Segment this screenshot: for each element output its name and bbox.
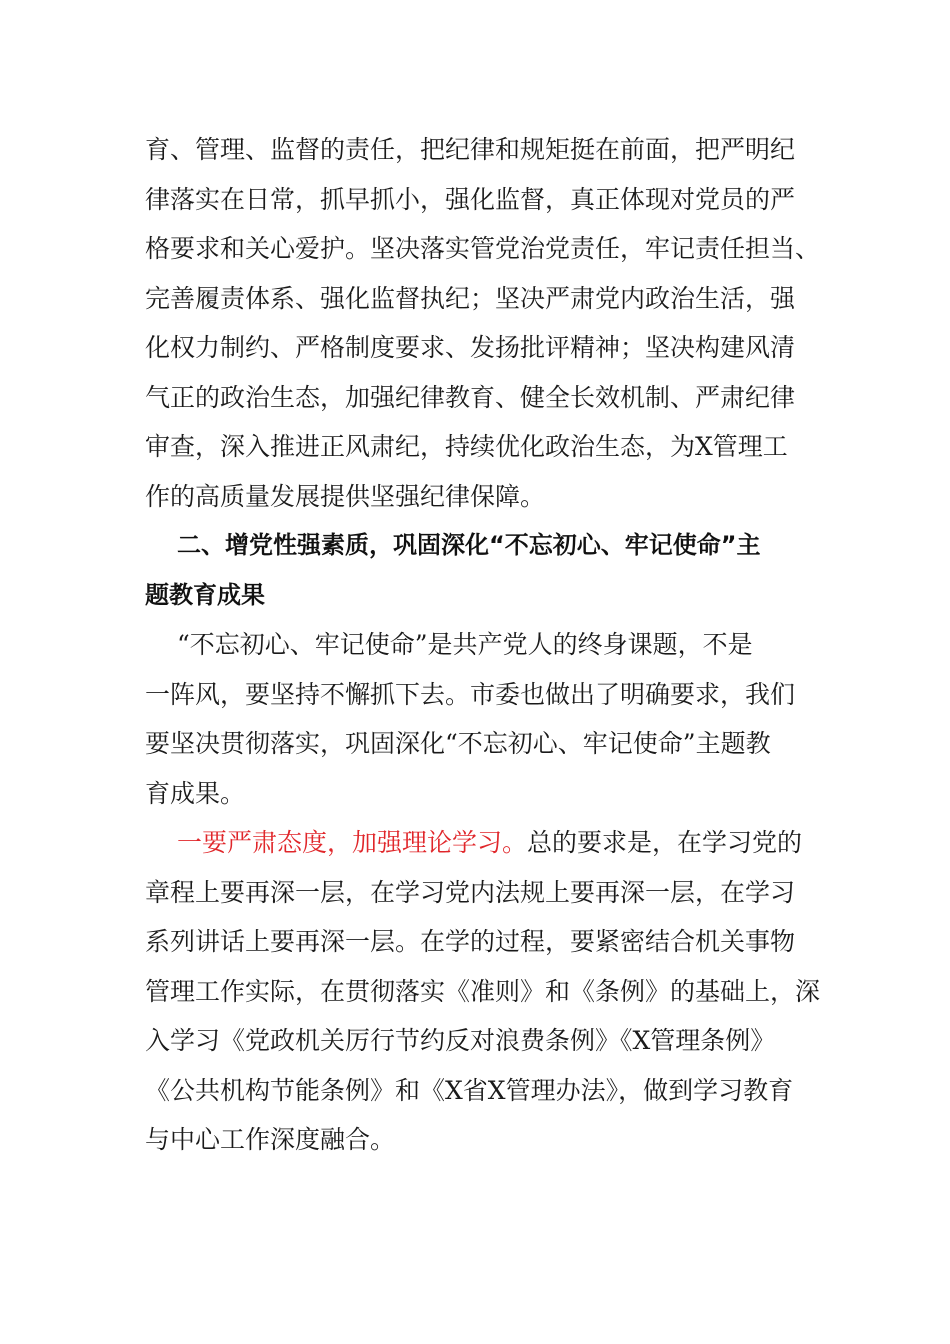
- text-line: 与中心工作深度融合。: [145, 1125, 396, 1154]
- heading-line: 题教育成果: [145, 580, 265, 609]
- document-body: [145, 125, 825, 1165]
- text-span: 总的要求是，在学习党的: [527, 828, 803, 857]
- text-line: 格要求和关心爱护。坚决落实管党治党责任，牢记责任担当、: [145, 234, 821, 263]
- text-line: 完善履责体系、强化监督执纪；坚决严肃党内政治生活，强: [145, 283, 796, 313]
- text-line: 管理工作实际，在贯彻落实《准则》和《条例》的基础上，深: [145, 976, 821, 1006]
- text-line: 《公共机构节能条例》和《X省X管理办法》，做到学习教育: [145, 1075, 794, 1105]
- section-heading: [145, 521, 825, 620]
- text-line: 作的高质量发展提供坚强纪律保障。: [145, 481, 546, 511]
- text-line: 律落实在日常，抓早抓小，强化监督，真正体现对党员的严: [145, 184, 796, 214]
- paragraph-1: [145, 125, 825, 521]
- text-line: 育、管理、监督的责任，把纪律和规矩挺在前面，把严明纪: [145, 135, 796, 164]
- text-line: 审查，深入推进正风肃纪，持续优化政治生态，为X管理工: [145, 432, 788, 461]
- text-line: 化权力制约、严格制度要求、发扬批评精神；坚决构建风清: [145, 333, 796, 362]
- text-line: [145, 818, 825, 868]
- heading-line: 二、增党性强素质，巩固深化“不忘初心、牢记使命”主: [177, 531, 761, 559]
- text-line: 入学习《党政机关厉行节约反对浪费条例》《X管理条例》: [145, 1026, 776, 1055]
- text-line: 一阵风，要坚持不懈抓下去。市委也做出了明确要求，我们: [145, 679, 796, 709]
- highlighted-subheading: 一要严肃态度，加强理论学习。: [177, 828, 528, 857]
- text-line: 气正的政治生态，加强纪律教育、健全长效机制、严肃纪律: [145, 382, 796, 412]
- text-line: 章程上要再深一层，在学习党内法规上要再深一层，在学习: [145, 877, 796, 907]
- paragraph-2: [145, 620, 825, 818]
- text-line: 要坚决贯彻落实，巩固深化“不忘初心、牢记使命”主题教: [145, 729, 771, 758]
- text-line: “不忘初心、牢记使命”是共产党人的终身课题，不是: [177, 630, 753, 659]
- text-line: 系列讲话上要再深一层。在学的过程，要紧密结合机关事物: [145, 927, 796, 956]
- paragraph-3: [145, 818, 825, 1165]
- text-line: 育成果。: [145, 778, 246, 808]
